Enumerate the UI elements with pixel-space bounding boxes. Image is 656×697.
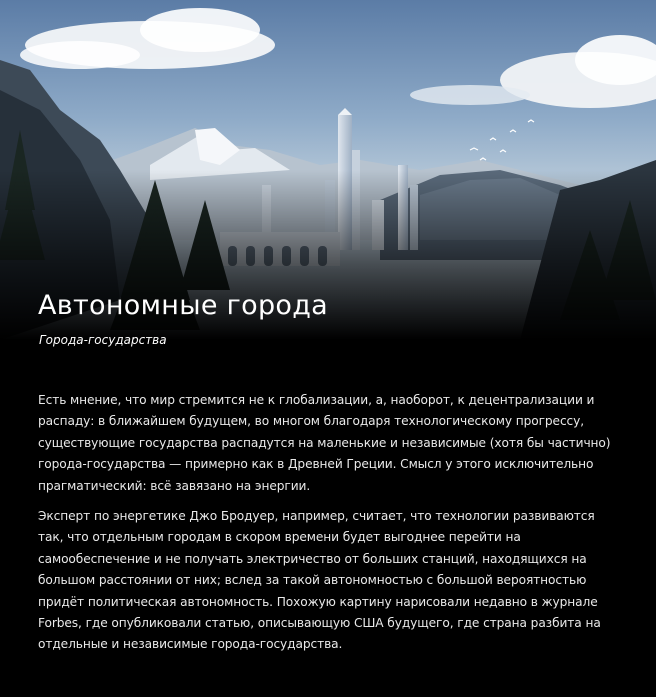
hero-illustration — [0, 0, 656, 340]
city-landscape-painting — [0, 0, 656, 340]
body-paragraph: Эксперт по энергетике Джо Бродуер, например, считает, что технологии развиваются так, что отдельным городам в скором времени будет выгоднее перейти на самообеспечение и не получать электричество от больших станций, находящихся на большом расстоянии от них; вслед за такой автономностью с большой вероятностью придёт политическая автономность. Похожую картину нарисовали недавно в журнале Forbes, где опубликовали статью, описывающую США будущего, где страна разбита на отдельные и независимые города-государства. — [38, 509, 601, 652]
article-body — [38, 390, 623, 665]
article-subtitle: Города-государства — [39, 333, 167, 347]
article-title: Автономные города — [38, 290, 329, 321]
body-paragraph: Есть мнение, что мир стремится не к глобализации, а, наоборот, к децентрализации и распаду: в ближайшем будущем, во многом благодаря технологическому прогрессу, существующие государства распадутся на маленькие и независимые (хотя бы частично) города-государства — примерно как в Древней Греции. Смысл у этого исключительно прагматический: всё завязано на энергии. — [38, 393, 611, 493]
